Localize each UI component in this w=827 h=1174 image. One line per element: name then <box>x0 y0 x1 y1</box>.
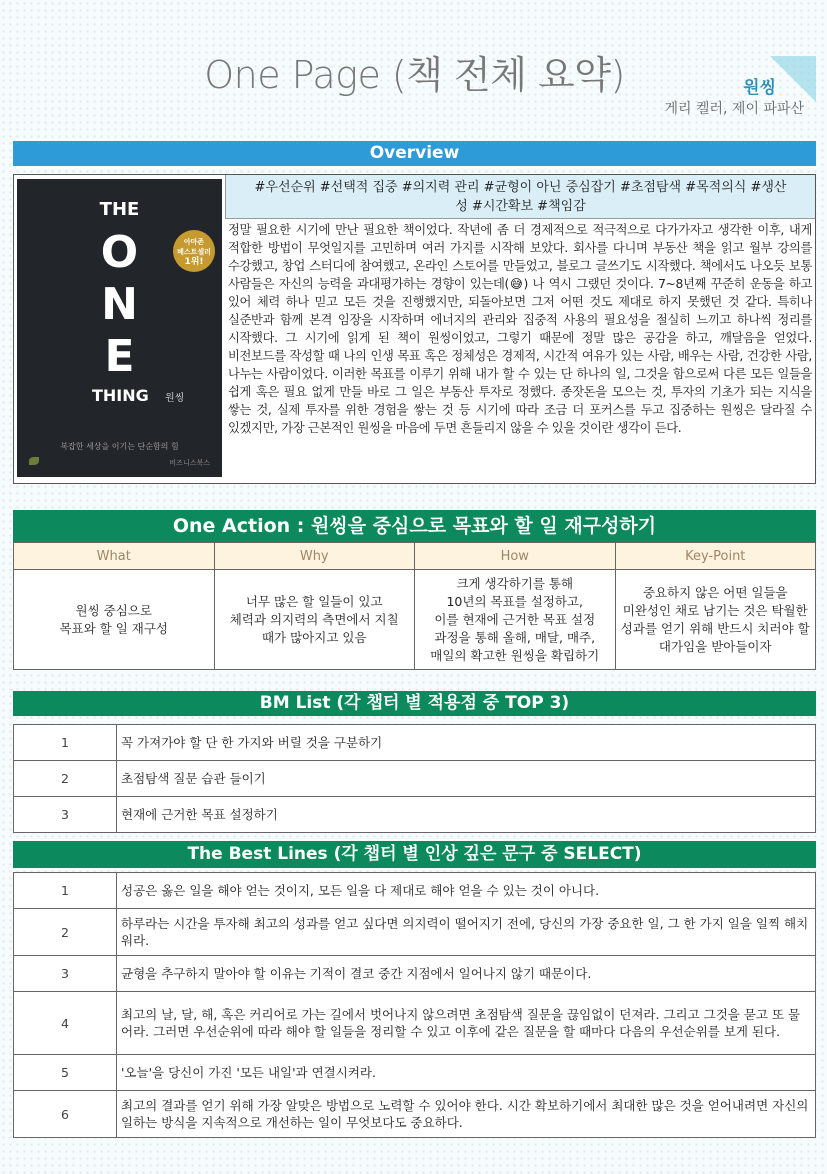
hashtags: #우선순위 #선택적 집중 #의지력 관리 #균형이 아닌 중심잡기 #초점탐색 #목적의식 #생산성 #시간확보 #책임감 <box>225 175 815 219</box>
badge-rank: 1위! <box>184 257 204 267</box>
best-lines-table <box>13 872 816 1138</box>
one-action-table <box>13 542 816 670</box>
one-action-heading: One Action : 원씽을 중심으로 목표와 할 일 재구성하기 <box>13 510 816 542</box>
col-what: What <box>14 543 215 570</box>
row-number: 3 <box>14 956 117 992</box>
row-text: 하루라는 시간을 투자해 최고의 성과를 얻고 싶다면 의지력이 떨어지기 전에, 당신의 가장 중요한 일, 그 한 가지 일을 일찍 해치워라. <box>117 909 816 956</box>
bestseller-badge <box>173 230 215 272</box>
table-row <box>14 725 816 761</box>
row-number: 4 <box>14 992 117 1055</box>
table-row <box>14 797 816 833</box>
row-number: 2 <box>14 909 117 956</box>
row-number: 6 <box>14 1091 117 1138</box>
col-why: Why <box>214 543 415 570</box>
row-text: 균형을 추구하지 말아야 할 이유는 기적이 결코 중간 지점에서 일어나지 않기 때문이다. <box>117 956 816 992</box>
row-text: 초점탐색 질문 습관 들이기 <box>117 761 816 797</box>
overview-heading: Overview <box>13 141 816 166</box>
table-row <box>14 909 816 956</box>
table-row <box>14 956 816 992</box>
row-text: 현재에 근거한 목표 설정하기 <box>117 797 816 833</box>
cover-publisher: 비즈니스북스 <box>169 459 210 467</box>
col-key-point: Key-Point <box>615 543 816 570</box>
book-cover <box>17 179 222 477</box>
cell-key-point: 중요하지 않은 어떤 일들을 미완성인 채로 남기는 것은 탁월한 성과를 얻기 위해 반드시 치러야 할 대가임을 받아들이자 <box>615 570 816 670</box>
cell-what: 원씽 중심으로 목표와 할 일 재구성 <box>14 570 215 670</box>
table-row <box>14 873 816 909</box>
overview-summary: 정말 필요한 시기에 만난 필요한 책이었다. 작년에 좀 더 경제적으로 적극적으로 다가가자고 생각한 이후, 내게 적합한 방법이 무엇일지를 고민하며 여러 가지를 시작해 보았다. 회사를 다니며 부동산 책을 읽고 월부 강의를 수강했고, 창업 스터디에 참여했고, 온라인 스토어를 만들었고, 블로그 글쓰기도 시작했다. 책에서도 나오듯 보통 사람들은 자신의 능력을 과대평가하는 경향이 있는데(😅) 나 역시 그랬던 것이다. 7~8년째 꾸준히 운동을 하고 있어 체력 하나 믿고 모든 것을 진행했지만, 되돌아보면 그저 어떤 것도 제대로 하지 못했던 것 같다. 특히나 실준반과 함께 본격 임장을 시작하며 에너지의 관리와 집중적 사용의 필요성을 절실히 느끼고 하나씩 정리를 시작했다. 그 시기에 읽게 된 책이 원씽이었고, 그렇기 때문에 정말 많은 공감을 하고, 깨달음을 얻었다. 비전보드를 작성할 때 나의 인생 목표 혹은 정체성은 경제적, 시간적 여유가 있는 사람, 배우는 사람, 건강한 사람, 나누는 사람이었다. 이러한 목표를 이루기 위해 내가 할 수 있는 단 하나의 일, 그것을 함으로써 다른 모든 일들을 쉽게 혹은 필요 없게 만들 바로 그 일은 부동산 투자로 정했다. 종잣돈을 모으는 것, 투자의 기초가 되는 지식을 쌓는 것, 실제 투자를 위한 경험을 쌓는 것 등 시기에 따라 조금 더 포커스를 두고 집중하는 원씽은 달라질 수 있겠지만, 가장 근본적인 원씽을 마음에 두면 흔들리지 않을 수 있을 것이란 생각이 든다. <box>228 223 812 435</box>
best-lines-heading: The Best Lines (각 챕터 별 인상 깊은 문구 중 SELECT) <box>13 841 816 868</box>
row-text: 꼭 가져가야 할 단 한 가지와 버릴 것을 구분하기 <box>117 725 816 761</box>
row-number: 5 <box>14 1055 117 1091</box>
badge-line-1: 아마존 <box>183 238 205 246</box>
authors: 게리 켈러, 제이 파파산 <box>664 101 804 117</box>
cover-the: THE <box>99 199 140 220</box>
row-text: 최고의 결과를 얻기 위해 가장 알맞은 방법으로 노력할 수 있어야 한다. 시간 확보하기에서 최대한 많은 것을 얻어내려면 자신의 일하는 방식을 지속적으로 개선하는 일이 무엇보다도 중요하다. <box>117 1091 816 1138</box>
row-number: 1 <box>14 873 117 909</box>
row-text: 최고의 날, 달, 해, 혹은 커리어로 가는 길에서 벗어나지 않으려면 초점탐색 질문을 끊임없이 던져라. 그리고 그것을 묻고 또 물어라. 그러면 우선순위에 따라 해야 할 일들을 정리할 수 있고 이후에 같은 질문을 할 때마다 다음의 우선순위를 보게 된다. <box>117 992 816 1055</box>
cover-letter-n: N <box>101 279 138 330</box>
leaf-icon <box>29 457 39 465</box>
bm-list-heading: BM List (각 챕터 별 적용점 중 TOP 3) <box>13 691 816 716</box>
bm-list-table <box>13 724 816 833</box>
row-text: 성공은 옳은 일을 해야 얻는 것이지, 모든 일을 다 제대로 해야 얻을 수 있는 것이 아니다. <box>117 873 816 909</box>
original-title: 원씽 <box>743 78 776 98</box>
cover-thing: THING <box>92 386 149 405</box>
row-number: 2 <box>14 761 117 797</box>
table-row <box>14 992 816 1055</box>
cover-korean-title: 원씽 <box>165 393 185 404</box>
table-row <box>14 761 816 797</box>
row-number: 1 <box>14 725 117 761</box>
cell-why: 너무 많은 할 일들이 있고 체력과 의지력의 측면에서 지칠 때가 많아지고 있음 <box>214 570 415 670</box>
cell-how: 크게 생각하기를 통해 10년의 목표를 설정하고, 이를 현재에 근거한 목표 설정 과정을 통해 올해, 매달, 매주, 매일의 확고한 원씽을 확립하기 <box>415 570 616 670</box>
overview-box <box>13 174 816 484</box>
table-row <box>14 1091 816 1138</box>
badge-line-2: 베스트셀러 <box>177 248 211 256</box>
page-title: One Page (책 전체 요약) <box>204 53 625 97</box>
cover-subtitle: 복잡한 세상을 이기는 단순함의 힘 <box>60 442 179 451</box>
table-row <box>14 1055 816 1091</box>
cover-letter-e: E <box>104 331 135 382</box>
row-number: 3 <box>14 797 117 833</box>
row-text: '오늘'을 당신이 가진 '모든 내일'과 연결시켜라. <box>117 1055 816 1091</box>
cover-letter-o: O <box>100 227 139 278</box>
col-how: How <box>415 543 616 570</box>
